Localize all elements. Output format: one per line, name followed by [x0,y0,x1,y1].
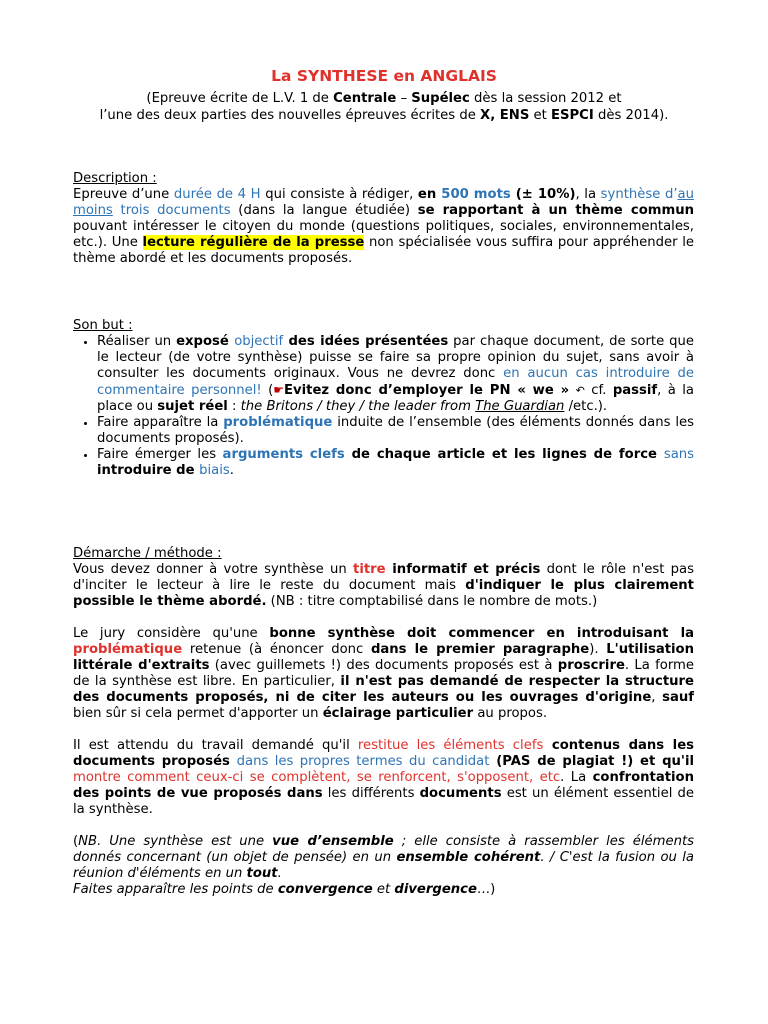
text: sujet réel [157,399,228,414]
text: ensemble cohérent [396,850,541,865]
text: contenus dans les documents proposés [73,738,694,769]
page-subtitle [0,90,768,124]
text: arguments clefs [222,447,345,462]
text: Il est attendu du travail demandé qu'il [73,738,358,753]
text: (avec guillemets !) des documents proposés est à [209,658,558,673]
text: problématique [223,415,333,430]
text: (NB : titre comptabilisé dans le nombre de mots.) [266,594,598,609]
text: documents [419,786,502,801]
text: …) [476,882,496,897]
text: se rapportant à un thème commun [417,203,695,218]
text: Evitez donc d’employer le PN « we » [284,383,570,398]
text: (± 10%) [510,187,576,202]
text: et [372,882,395,897]
text: qui consiste à rédiger, [260,187,418,202]
text: introduire de [97,463,200,478]
text: Réaliser un [97,334,177,349]
text: . [229,463,234,478]
text: de chaque article et les lignes de force [344,447,664,462]
text: The Guardian [475,399,565,414]
text: NB. Une synthèse est une [78,834,273,849]
text: . / C'est la fusion ou la réunion d'éléments en un [73,850,694,881]
text: ESPCI [551,108,594,123]
text: . La [560,770,593,785]
text: pouvant intéresser le citoyen du monde (questions politiques, sociales, environnementales, etc.). Une [73,219,694,250]
text: sans [663,447,695,462]
description-paragraph [73,187,694,267]
text: dans le premier paragraphe [370,642,590,657]
text: L'utilisation littérale d'extraits [73,642,694,673]
text: ( [73,834,79,849]
subtitle-line-2 [0,107,768,124]
text: éclairage particulier [322,706,474,721]
text: Supélec [411,91,470,106]
text: (dans la langue étudiée) [230,203,418,218]
text: durée de 4 H [173,187,261,202]
demarche-heading: Démarche / méthode : [73,546,222,561]
text: convergence [277,882,373,897]
text: – [396,91,412,106]
pointing-hand-icon: ☛ [273,383,285,397]
son-but-heading: Son but : [73,318,133,333]
text: , [651,690,663,705]
goals-list [73,334,694,479]
text: en aucun cas introduire de commentaire personnel! [97,366,694,398]
page-title: La SYNTHESE en ANGLAIS [271,67,497,85]
text: proscrire [557,658,625,673]
list-item [97,334,694,415]
text: en [417,187,442,202]
demarche-paragraph-1 [73,562,694,610]
text: des idées présentées [283,334,449,349]
text: problématique [73,642,183,657]
text: dès la session 2012 et [469,91,622,106]
text: . [277,866,282,881]
text: Centrale [333,91,397,106]
text: au moins [73,187,694,218]
spacer [73,610,694,626]
text: titre [353,562,386,577]
text: the Britons / they / the leader from [240,399,476,414]
list-item [97,415,694,447]
demarche-paragraph-2 [73,626,694,722]
text: (Epreuve écrite de L.V. 1 de [146,91,334,106]
text: montre comment ceux-ci se complètent, se renforcent, s'opposent, etc [73,770,561,785]
text: trois documents [112,203,231,218]
list-item [97,447,694,479]
text: Vous devez donner à votre synthèse un [73,562,354,577]
text: non spécialisée vous suffira pour appréhender le thème abordé et les documents proposés. [73,235,694,266]
text: les différents [322,786,420,801]
text: objectif [234,334,284,349]
text: d'indiquer le plus clairement possible le thème abordé. [73,578,694,609]
text: et [529,108,552,123]
text: ; elle consiste à rassembler les éléments donnés concernant (un objet de pensée) en un [73,834,694,865]
text: ). [589,642,607,657]
subtitle-line-1 [0,90,768,107]
highlight: lecture régulière de la presse [142,235,365,250]
text: confrontation des points de vue proposés dans [73,770,694,801]
text: , à la place ou [97,383,694,414]
text: Le jury considère qu'une [73,626,270,641]
text: par chaque document, de sorte que le lecteur (de votre synthèse) puisse se faire sa propre opinion du sujet, sans avoir à consulter les documents originaux. Vous ne devrez donc [97,334,694,381]
text: vue d’ensemble [272,834,394,849]
text: 500 mots [441,187,511,202]
text: est un élément essentiel de la synthèse. [73,786,694,817]
text: passif [612,383,658,398]
text: X, ENS [480,108,530,123]
demarche-section [73,546,694,898]
text: /etc.). [564,399,608,414]
text: Faire émerger les [97,447,223,462]
text: divergence [394,882,477,897]
text: il n'est pas demandé de respecter la structure des documents proposés, ni de citer les auteurs ou les ouvrages d'origine [73,674,694,705]
spacer [73,722,694,738]
text: . La forme de la synthèse est libre. En particulier, [73,658,694,689]
text: informatif et précis [385,562,541,577]
description-heading: Description : [73,171,157,186]
text: , la [575,187,601,202]
text: (PAS de plagiat !) et qu'il [489,754,694,769]
demarche-paragraph-4 [73,834,694,898]
text: exposé [176,334,235,349]
text: bien sûr si cela permet d'apporter un [73,706,323,721]
text: au propos. [473,706,548,721]
text: induite de l’ensemble (des éléments donnés dans les documents proposés). [97,415,694,446]
text: cf. [584,383,613,398]
demarche-paragraph-3 [73,738,694,818]
text: Epreuve d’une [73,187,174,202]
text: restitue les éléments clefs [357,738,544,753]
curved-arrow-icon: ↶ [575,384,585,397]
text: dans les propres termes du candidat [236,754,490,769]
text: Faire apparaître la [97,415,224,430]
text: l’une des deux parties des nouvelles épreuves écrites de [99,108,481,123]
text: synthèse d’ [600,187,678,202]
description-section [73,171,694,267]
text: retenue (à énoncer donc [182,642,371,657]
text: bonne synthèse doit commencer en introduisant la [269,626,694,641]
text: tout [246,866,278,881]
text: Faites apparaître les points de [73,882,278,897]
text: sauf [662,690,694,705]
spacer [73,818,694,834]
text: ( [261,383,274,398]
text: : [227,399,241,414]
son-but-section [73,318,694,479]
text: dont le rôle n'est pas d'inciter le lecteur à lire le reste du document mais [73,562,694,593]
text: dès 2014). [593,108,669,123]
text: biais [199,463,230,478]
